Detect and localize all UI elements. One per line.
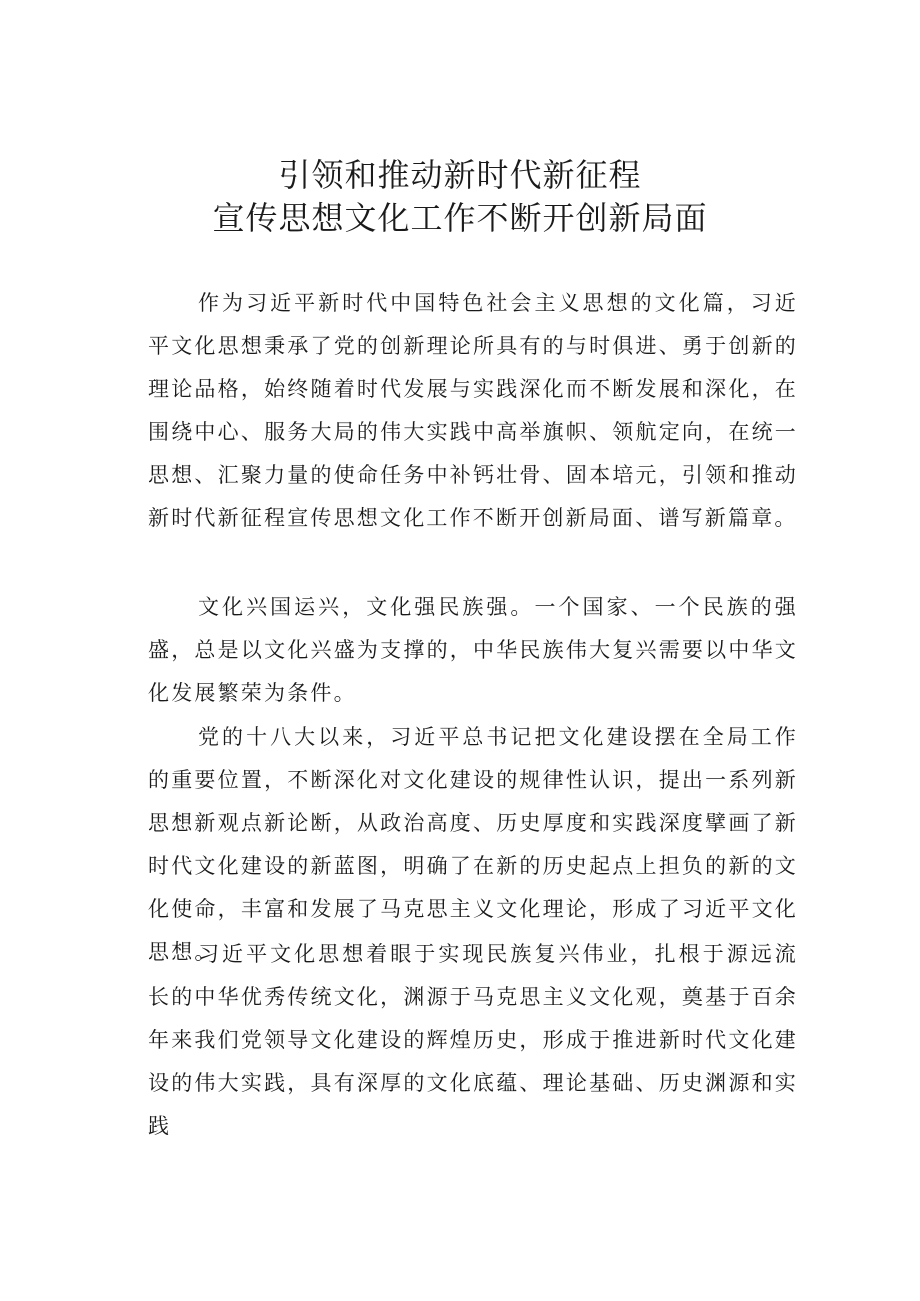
document-title-line-2: 宣传思想文化工作不断开创新局面 [212, 199, 708, 237]
document-title-line-1: 引领和推动新时代新征程 [278, 156, 642, 194]
paragraph-2: 文化兴国运兴，文化强民族强。一个国家、一个民族的强盛，总是以文化兴盛为支撑的，中华民族伟大复兴需要以中华文化发展繁荣为条件。 [148, 595, 798, 705]
paragraph-1: 作为习近平新时代中国特色社会主义思想的文化篇，习近平文化思想秉承了党的创新理论所具有的与时俱进、勇于创新的理论品格，始终随着时代发展与实践深化而不断发展和深化，在围绕中心、服务大局的伟大实践中高举旗帜、领航定向，在统一思想、汇聚力量的使命任务中补钙壮骨、固本培元，引领和推动新时代新征程宣传思想文化工作不断开创新局面、谱写新篇章。 [148, 291, 798, 530]
paragraph-3: 党的十八大以来，习近平总书记把文化建设摆在全局工作的重要位置，不断深化对文化建设的规律性认识，提出一系列新思想新观点新论断，从政治高度、历史厚度和实践深度擘画了新时代文化建设的新蓝图，明确了在新的历史起点上担负的新的文化使命，丰富和发展了马克思主义文化理论，形成了习近平文化思想。 [148, 725, 798, 964]
paragraph-4: 习近平文化思想着眼于实现民族复兴伟业，扎根于源远流长的中华优秀传统文化，渊源于马克思主义文化观，奠基于百余年来我们党领导文化建设的辉煌历史，形成于推进新时代文化建设的伟大实践，具有深厚的文化底蕴、理论基础、历史渊源和实践 [148, 942, 798, 1138]
